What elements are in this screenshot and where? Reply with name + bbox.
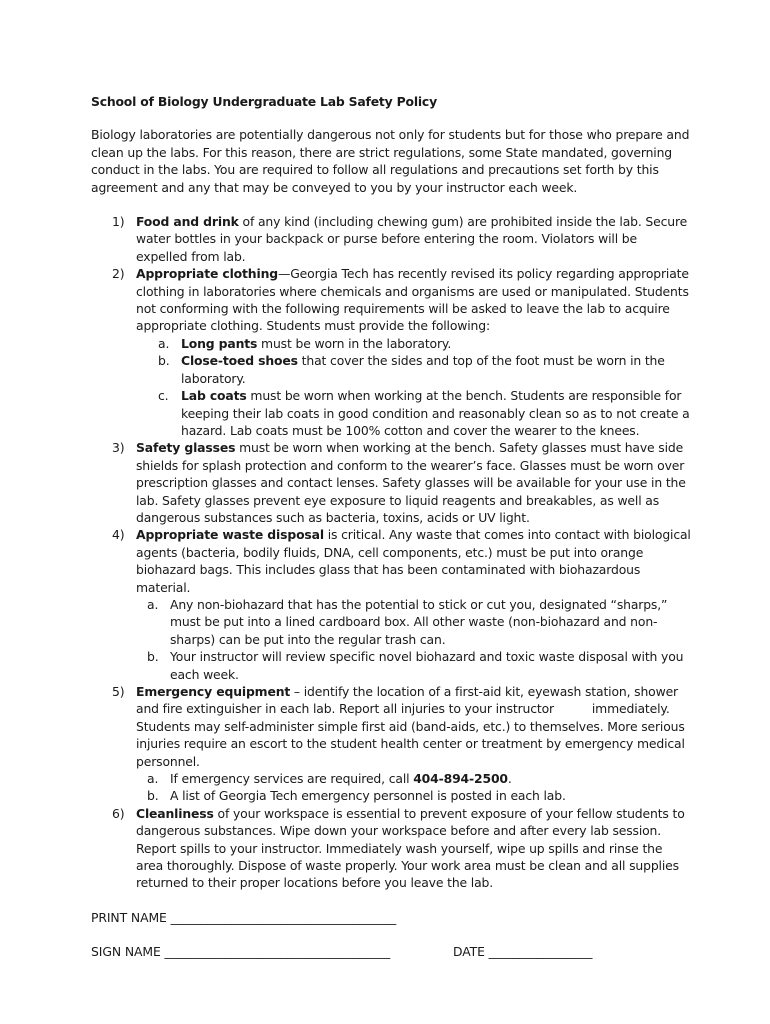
sub-item-instructor-review: [136, 648, 691, 683]
policy-item-waste: [91, 526, 691, 683]
policy-item-cleanliness: [91, 805, 691, 892]
item-number: 3): [112, 440, 125, 456]
policy-item-clothing: [91, 265, 691, 439]
sub-item-lab-coats: [136, 387, 691, 439]
sub-text: Your instructor will review specific novel biohazard and toxic waste disposal with you each week.: [170, 649, 684, 682]
item-heading: Cleanliness: [136, 805, 214, 821]
sub-letter: b.: [158, 353, 170, 369]
date-field[interactable]: DATE _________________: [453, 943, 593, 959]
item-heading: Emergency equipment: [136, 684, 291, 699]
sub-list: [136, 770, 691, 805]
item-text: —Georgia Tech has recently revised its policy regarding appropriate clothing in laboratories where chemicals and organisms are used or manipulated. Students not conforming with the following requirements will be asked to leave the lab to acquire appropriate clothing. Students must provide the following:: [136, 266, 689, 334]
item-text: of your workspace is essential to prevent exposure of your fellow students to dangerous substances. Wipe down your workspace before and after every lab session. Report spills to your instructor. Immediately wash yourself, wipe up spills and rinse the area thoroughly. Dispose of waste properly. Your work area must be clean and all supplies returned to their proper locations before you leave the lab.: [136, 805, 685, 891]
sub-letter: a.: [147, 596, 159, 612]
sub-letter: a.: [158, 335, 170, 351]
intro-paragraph: Biology laboratories are potentially dangerous not only for students but for those who prepare and clean up the labs. For this reason, there are strict regulations, some State mandated, governing conduct in the labs. You are required to follow all regulations and precautions set forth by this agreement and any that may be conveyed to you by your instructor each week.: [91, 127, 690, 195]
sub-text: must be worn in the laboratory.: [257, 335, 452, 351]
item-text: is critical. Any waste that comes into contact with biological agents (bacteria, bodily fluids, DNA, cell components, etc.) must be put into orange biohazard bags. This includes glass that has been contaminated with biohazardous material.: [136, 527, 691, 595]
policy-item-food: [91, 213, 691, 265]
sub-heading: Close-toed shoes: [181, 353, 298, 369]
sub-heading: Long pants: [181, 335, 258, 351]
sub-item-long-pants: [136, 335, 691, 352]
item-heading: Appropriate clothing: [136, 266, 278, 282]
sub-list: [136, 335, 691, 439]
sign-name-field[interactable]: SIGN NAME _____________________________________: [91, 943, 391, 959]
item-heading: Safety glasses: [136, 440, 236, 456]
sub-text: Any non-biohazard that has the potential to stick or cut you, designated “sharps,” must be put into a lined cardboard box. All other waste (non-biohazard and non-sharps) can be put into the regular trash can.: [170, 596, 668, 647]
item-text: must be worn when working at the bench. Safety glasses must have side shields for splash protection and conform to the wearer’s face. Glasses must be worn over prescription glasses and contact lenses. Safety glasses will be available for your use in the lab. Safety glasses prevent eye exposure to liquid reagents and breakables, as well as dangerous substances such as bacteria, toxins, acids or UV light.: [136, 440, 686, 525]
item-number: 4): [112, 527, 125, 543]
document-title: School of Biology Undergraduate Lab Safety Policy: [91, 94, 437, 109]
sub-letter: c.: [158, 388, 169, 404]
sub-heading: Lab coats: [181, 388, 247, 404]
sub-text: A list of Georgia Tech emergency personnel is posted in each lab.: [170, 788, 566, 804]
sub-item-personnel-list: [136, 787, 691, 804]
document-page: [91, 93, 691, 977]
policy-list: [91, 213, 691, 892]
item-number: 5): [112, 684, 125, 699]
item-text: – identify the location of a first-aid kit, eyewash station, shower and fire extinguisher in each lab. Report all injuries to your instructor immediately. Students may self-administer simple first aid (band-aids, etc.) to themselves. More serious injuries require an escort to the student health center or treatment by emergency medical personnel.: [136, 684, 689, 769]
sub-list: [136, 596, 691, 683]
item-number: 1): [112, 214, 125, 230]
item-heading: Appropriate waste disposal: [136, 527, 324, 543]
sub-item-sharps: [136, 596, 691, 648]
item-number: 6): [112, 805, 125, 821]
policy-item-safety-glasses: [91, 439, 691, 526]
sign-name-row: [91, 943, 691, 960]
item-heading: Food and drink: [136, 214, 239, 230]
sub-letter: b.: [147, 788, 159, 804]
sub-letter: a.: [147, 771, 159, 787]
sub-item-emergency-call: [136, 770, 691, 787]
sub-text: If emergency services are required, call: [170, 771, 414, 787]
sub-item-shoes: [136, 352, 691, 387]
print-name-row: [91, 909, 691, 926]
item-number: 2): [112, 266, 125, 282]
sub-text: must be worn when working at the bench. Students are responsible for keeping their lab coats in good condition and reasonably clean so as to not create a hazard. Lab coats must be 100% cotton and cover the wearer to the knees.: [181, 388, 690, 438]
emergency-phone: 404-894-2500: [413, 771, 508, 787]
policy-item-emergency: [91, 683, 691, 805]
item-text: of any kind (including chewing gum) are prohibited inside the lab. Secure water bottles in your backpack or purse before entering the room. Violators will be expelled from lab.: [136, 214, 688, 264]
sub-text-end: .: [507, 771, 512, 787]
sub-letter: b.: [147, 649, 159, 665]
sub-text: that cover the sides and top of the foot must be worn in the laboratory.: [181, 353, 665, 386]
print-name-field[interactable]: PRINT NAME _____________________________________: [91, 909, 397, 925]
signature-section: [91, 909, 691, 960]
